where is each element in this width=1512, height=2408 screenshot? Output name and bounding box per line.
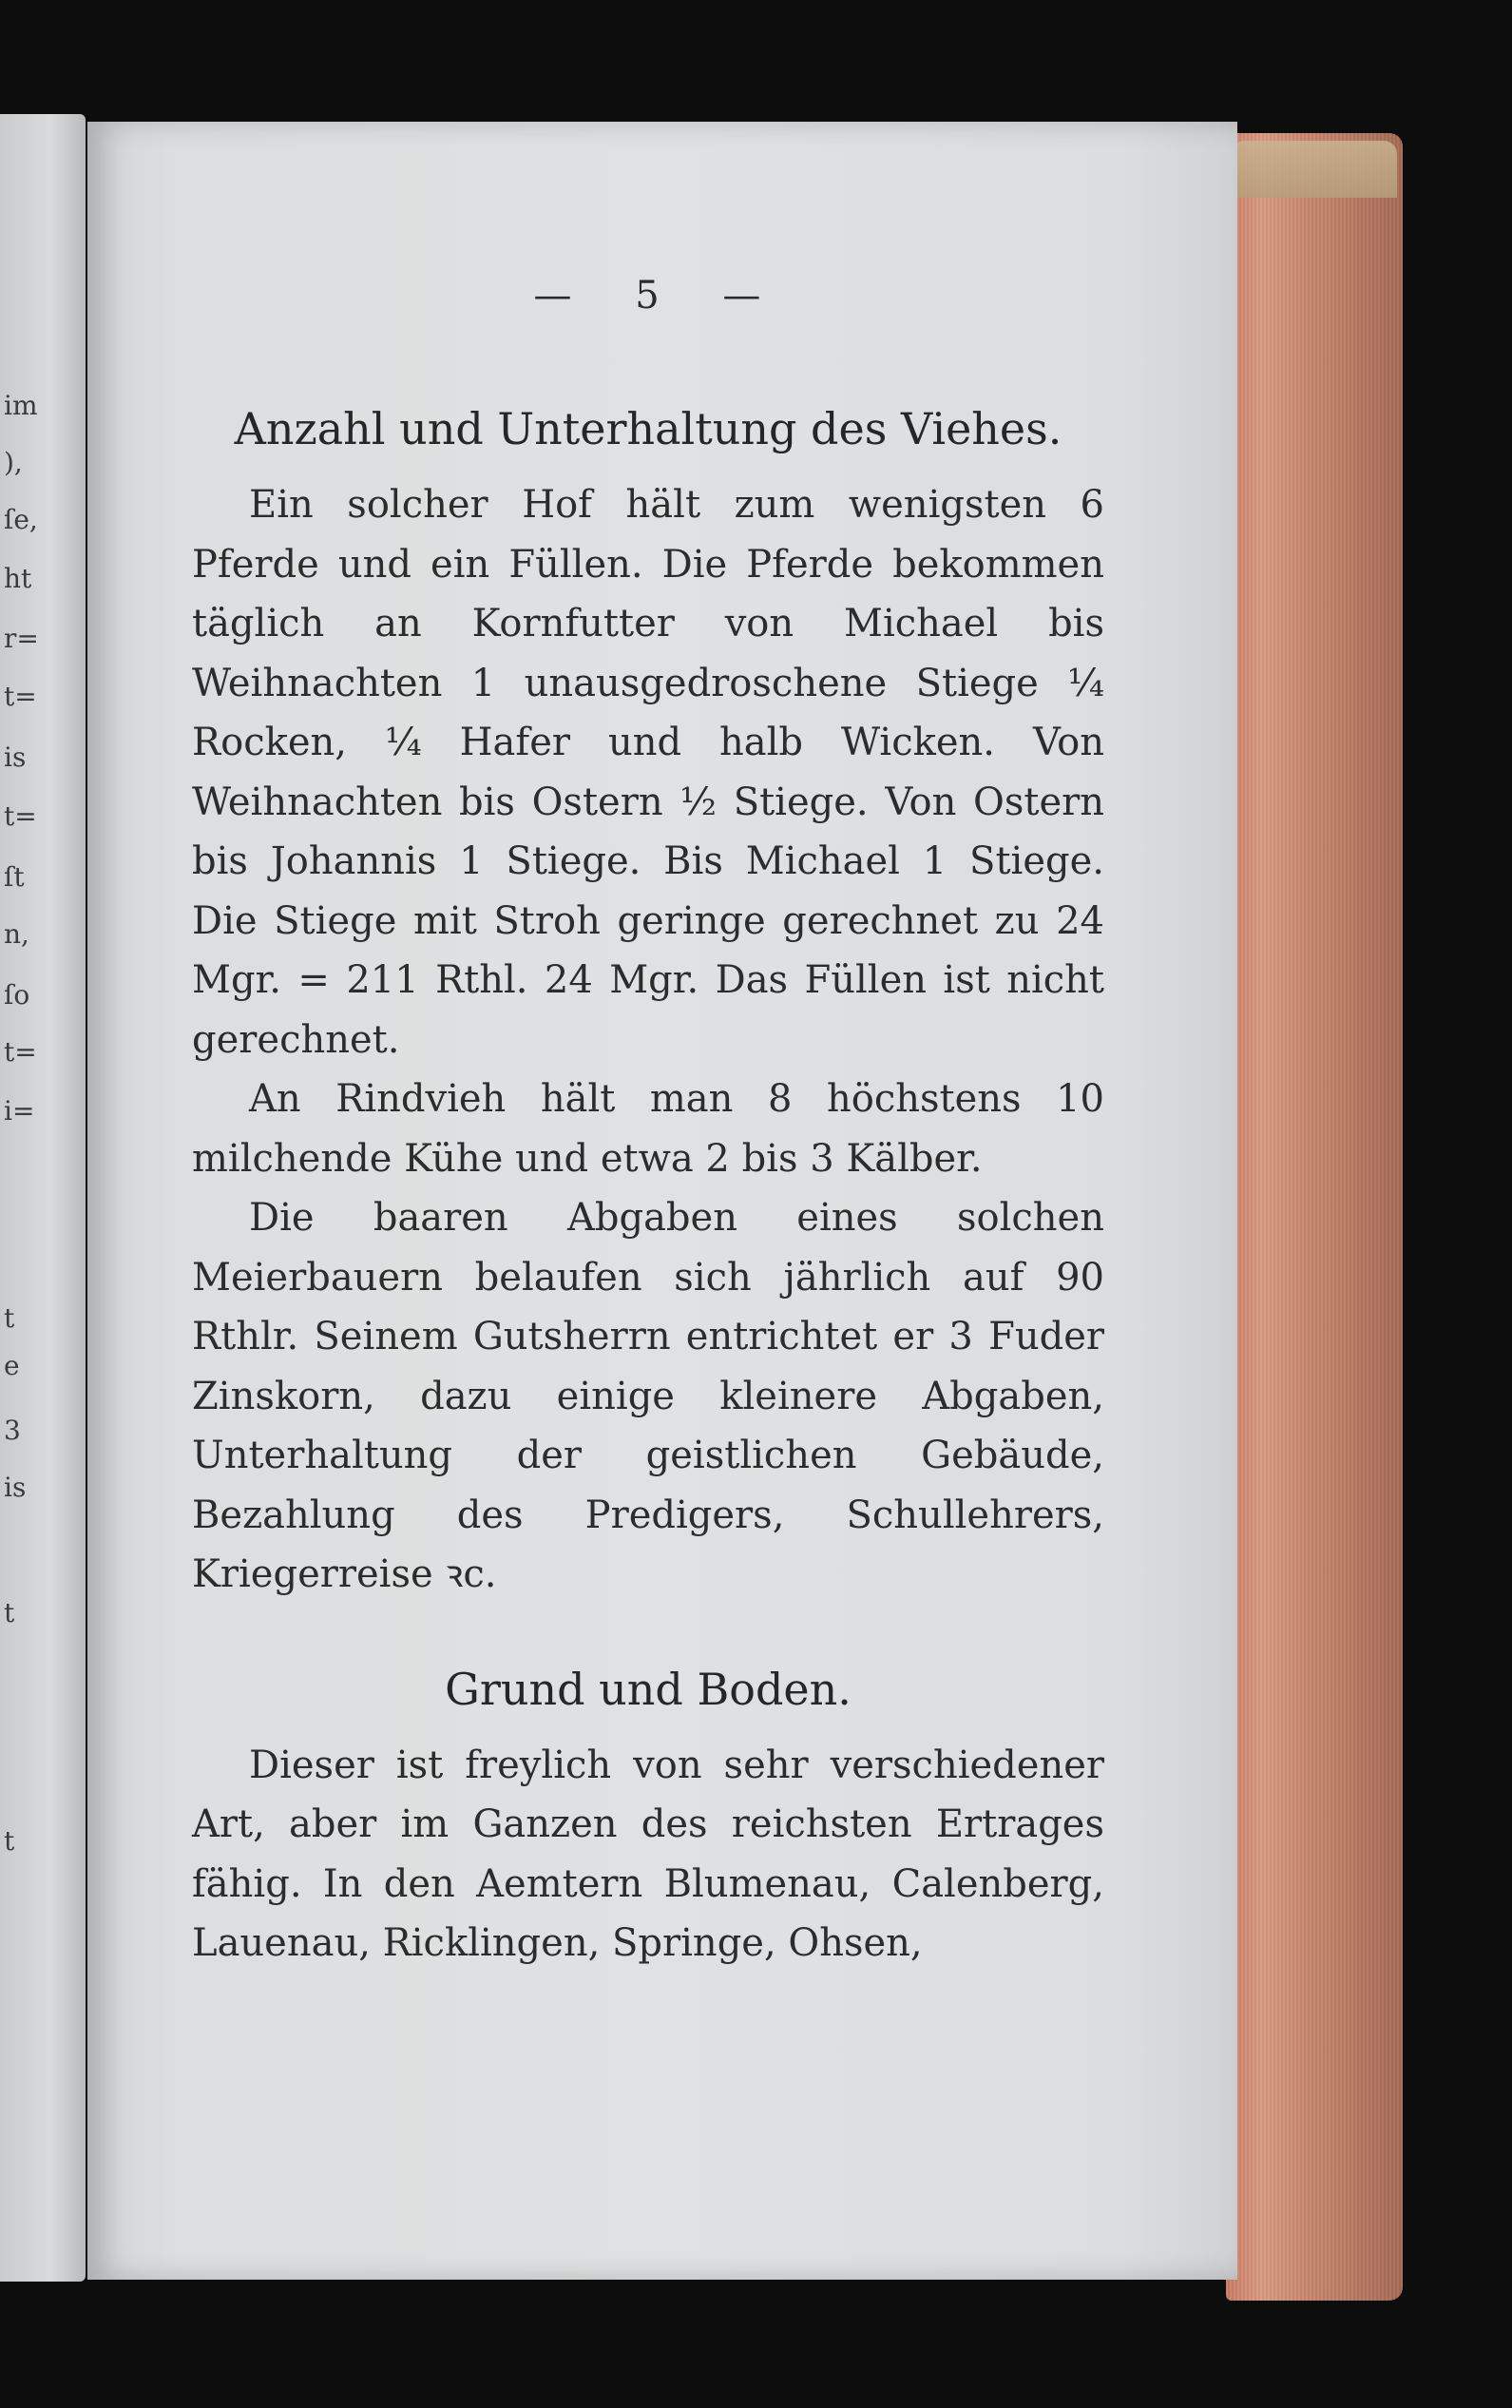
left-page-fragment: t [4,1597,15,1628]
left-page-fragment: r= [4,623,39,654]
section-heading: Anzahl und Unterhaltung des Viehes. [234,403,1062,454]
paragraph: Die baaren Abgaben eines solchen Meierbauern belaufen sich jährlich auf 90 Rthlr. Seinem Gutsherrn entrichtet er 3 Fuder Zinskorn, dazu einige kleinere Abgaben, Unterhaltung der geistlichen Gebäude, Bezahlung des Predigers, Schullehrers, Kriegerreise ꝛc. [192,1196,1104,1596]
left-page-fragment: n, [4,918,29,950]
left-page-fragment: is [4,742,27,773]
left-page-fragment: ſo [4,979,30,1011]
left-page-fragment: ), [4,447,23,478]
left-page-fragment: t= [4,681,37,712]
left-facing-page-edge [0,114,86,2282]
left-page-fragment: t [4,1825,15,1857]
left-page-fragment: e [4,1350,20,1381]
left-page-fragment: is [4,1472,27,1503]
book-page-edges [1226,133,1403,2301]
left-page-fragment: ſe, [4,504,38,535]
left-page-fragment: t= [4,1036,37,1068]
page-number: — 5 — [533,274,763,318]
section-heading: Grund und Boden. [445,1663,852,1715]
paragraph: Ein solcher Hof hält zum wenigsten 6 Pferde und ein Füllen. Die Pferde bekommen täglich an Kornfutter von Michael bis Weihnachten 1 unausgedroschene Stiege ¼ Rocken, ¼ Hafer und halb Wicken. Von Weihnachten bis Ostern ½ Stiege. Von Ostern bis Johannis 1 Stiege. Bis Michael 1 Stiege. Die Stiege mit Stroh geringe gerechnet zu 24 Mgr. = 211 Rthl. 24 Mgr. Das Füllen ist nicht gerechnet. [192,483,1104,1062]
left-page-fragment: t [4,1302,15,1334]
page-text-block [192,274,1104,1974]
left-page-fragment: ht [4,563,32,594]
book-page [87,122,1237,2280]
section-gap [192,1605,1104,1664]
paragraph: Dieser ist freylich von sehr verschiedener Art, aber im Ganzen des reichsten Ertrages fähig. In den Aemtern Blumenau, Calenberg, Lauenau, Ricklingen, Springe, Ohsen, [192,1743,1104,1965]
left-page-fragment: i= [4,1095,35,1127]
left-page-fragment: im [4,390,38,421]
left-page-fragment: 3 [4,1415,21,1446]
left-page-fragment: t= [4,800,37,832]
paragraph: An Rindvieh hält man 8 höchstens 10 milchende Kühe und etwa 2 bis 3 Kälber. [192,1077,1104,1181]
left-page-fragment: ſt [4,861,25,893]
book-top-edge [1235,141,1397,198]
